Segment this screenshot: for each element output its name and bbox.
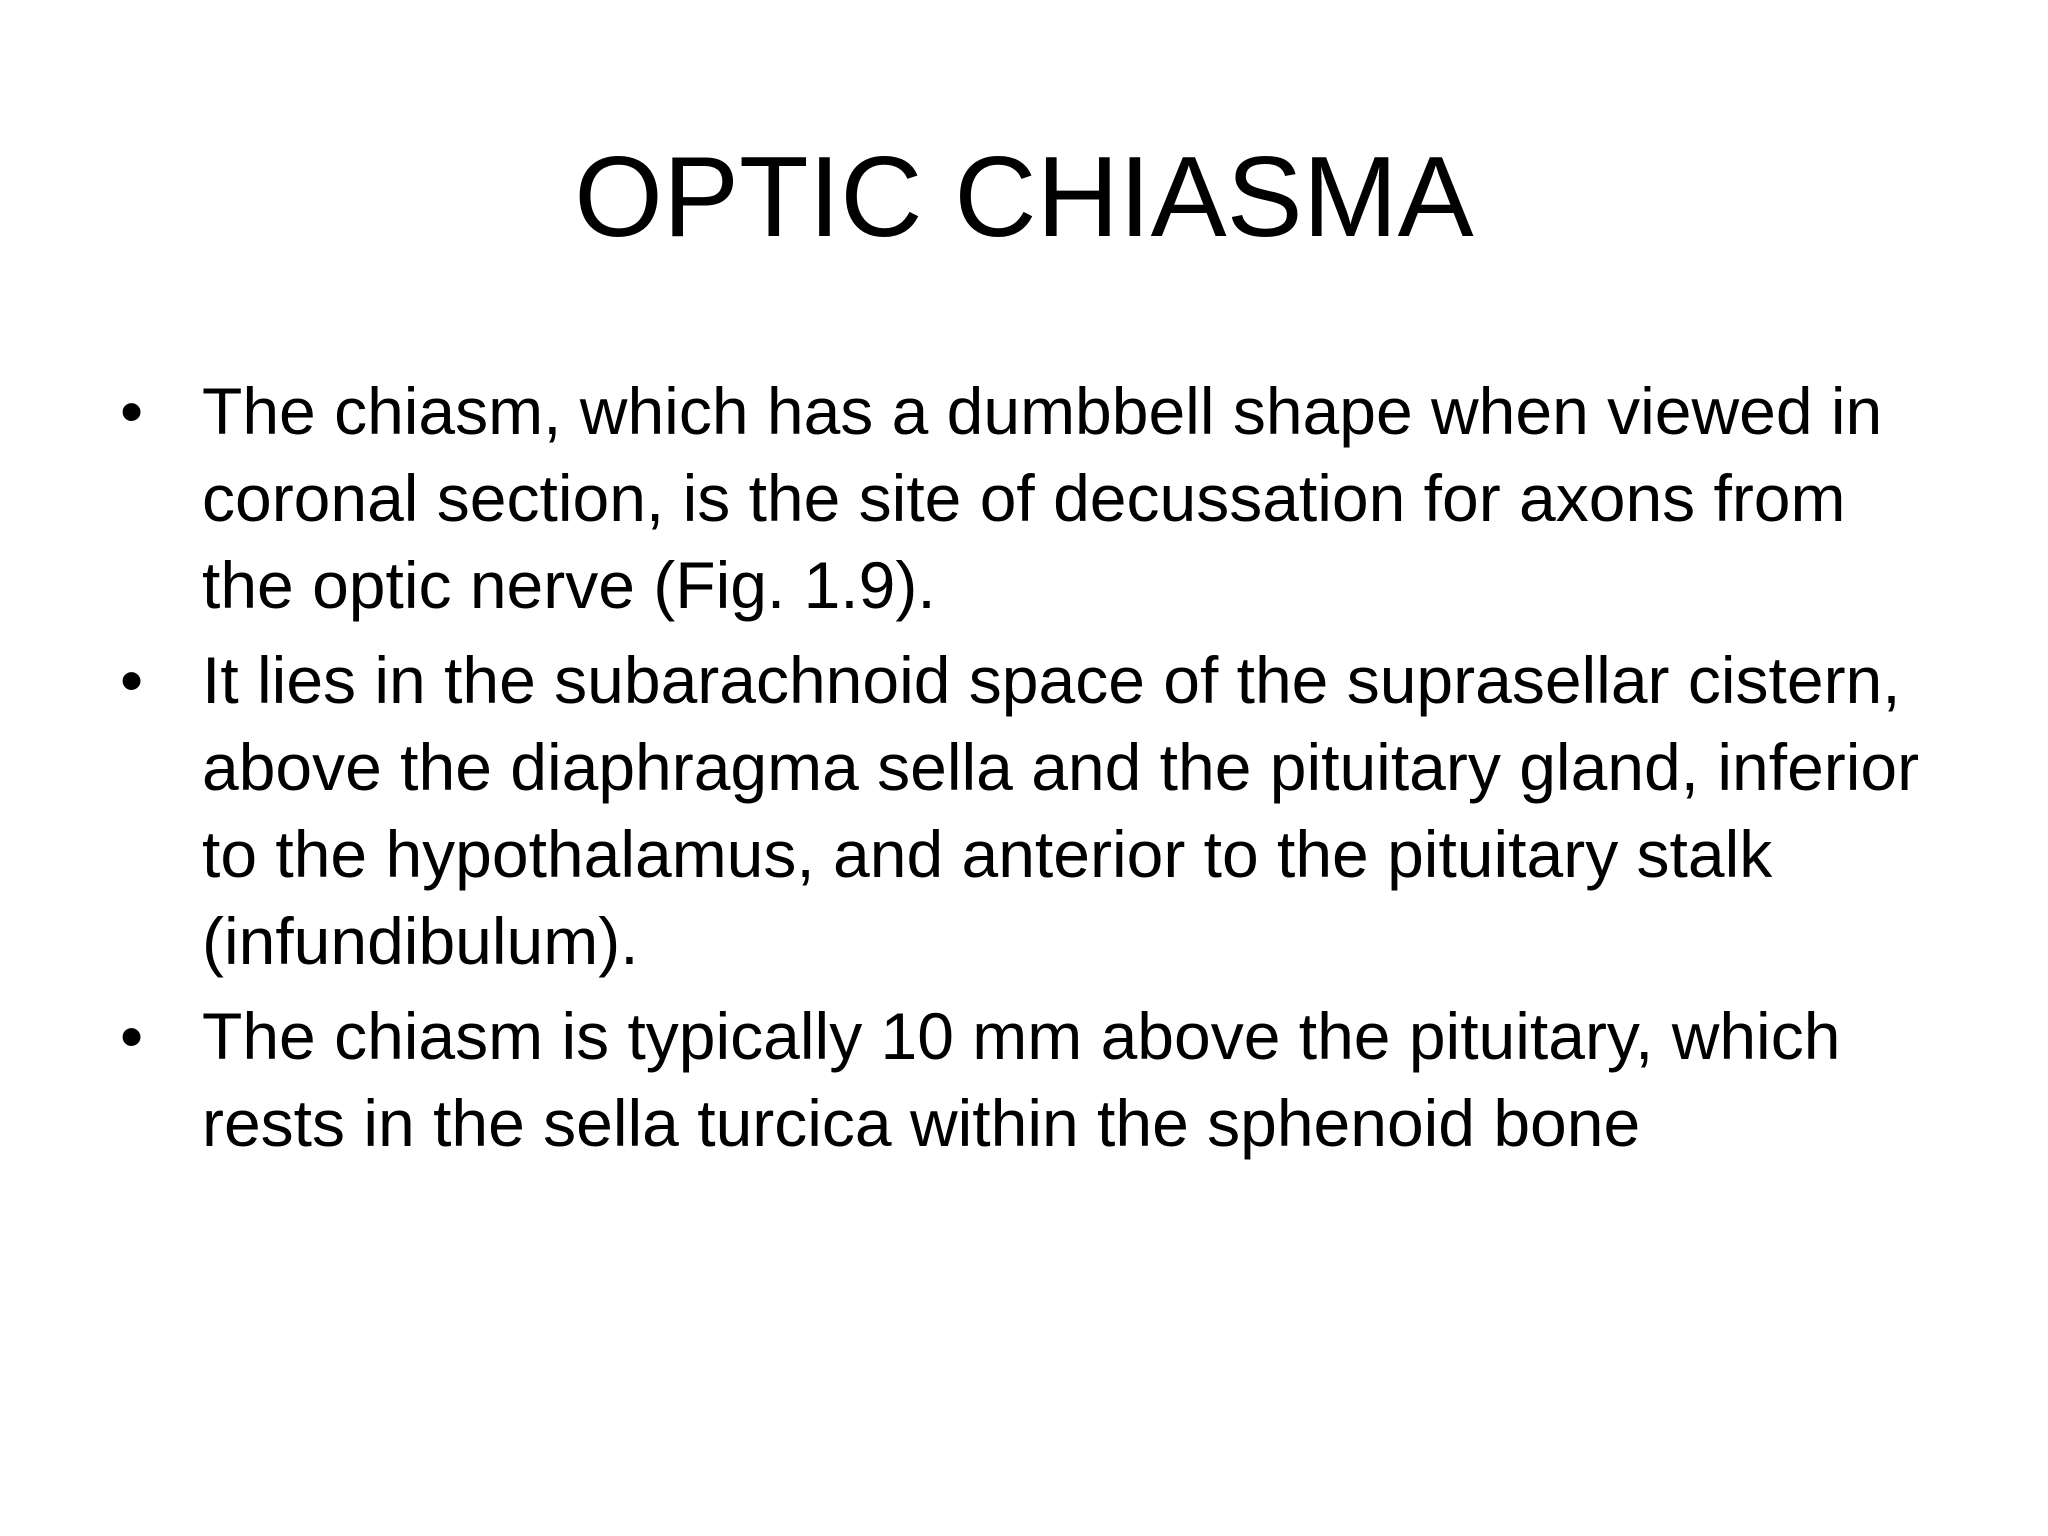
bullet-icon: • xyxy=(120,643,144,717)
slide-title: OPTIC CHIASMA xyxy=(574,134,1474,261)
bullet-text: The chiasm, which has a dumbbell shape when viewed in coronal section, is the site of decussation for axons from the optic nerve (Fig. 1.9). xyxy=(202,374,1883,622)
bullet-icon: • xyxy=(120,999,144,1073)
bullet-list xyxy=(120,368,1940,1175)
bullet-text: The chiasm is typically 10 mm above the pituitary, which rests in the sella turcica within the sphenoid bone xyxy=(202,999,1841,1160)
bullet-item xyxy=(120,993,1940,1167)
bullet-text: It lies in the subarachnoid space of the suprasellar cistern, above the diaphragma sella and the pituitary gland, inferior to the hypothalamus, and anterior to the pituitary stalk (infundibulum). xyxy=(202,643,1920,978)
bullet-item xyxy=(120,637,1940,985)
bullet-item xyxy=(120,368,1940,629)
bullet-icon: • xyxy=(120,374,144,448)
